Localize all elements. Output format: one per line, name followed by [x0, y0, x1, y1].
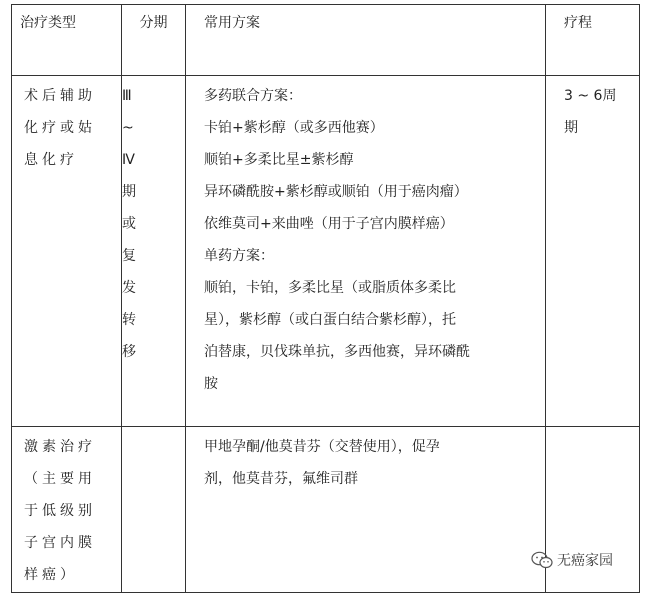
wechat-logo-icon	[531, 551, 553, 569]
regimen-line: 甲地孕酮/他莫昔芬（交替使用），促孕	[204, 439, 440, 455]
stage-char: 或	[122, 216, 136, 232]
regimen-line: 多药联合方案：	[204, 88, 302, 104]
stage-char: 转	[122, 312, 136, 328]
regimen-line: 剂，他莫昔芬，氟维司群	[204, 471, 358, 487]
regimen-line: 单药方案：	[204, 248, 274, 264]
stage-char: 复	[122, 248, 136, 264]
regimen-line: 异环磷酰胺+紫杉醇或顺铂（用于癌肉瘤）	[204, 184, 468, 200]
regimen-line: 顺铂+多柔比星±紫杉醇	[204, 152, 354, 168]
stage-cell	[122, 76, 186, 427]
watermark	[531, 548, 613, 572]
stage-char: Ⅲ	[122, 88, 132, 104]
regimen-line: 泊替康，贝伐珠单抗，多西他赛，异环磷酰	[204, 344, 470, 360]
regimen-line: 依维莫司+来曲唑（用于子宫内膜样癌）	[204, 216, 454, 232]
table-header-row	[12, 5, 640, 76]
regimen-line: 星），紫杉醇（或白蛋白结合紫杉醇），托	[204, 312, 456, 328]
course-cell	[546, 76, 640, 427]
treatment-type-cell: 术后辅助化疗或姑息化疗	[12, 76, 122, 427]
stage-char: 期	[122, 184, 136, 200]
regimen-line: 顺铂，卡铂，多柔比星（或脂质体多柔比	[204, 280, 456, 296]
regimen-cell	[186, 76, 546, 427]
stage-char: ~	[122, 120, 134, 136]
stage-char: 发	[122, 280, 136, 296]
watermark-text: 无癌家园	[557, 553, 613, 569]
stage-cell	[122, 427, 186, 593]
header-regimen: 常用方案	[186, 5, 546, 76]
regimen-line: 卡铂+紫杉醇（或多西他赛）	[204, 120, 384, 136]
header-stage: 分期	[122, 5, 186, 76]
stage-char: Ⅳ	[122, 152, 135, 168]
treatment-regimen-table	[11, 4, 640, 593]
course-line: 期	[564, 120, 578, 136]
regimen-line: 胺	[204, 376, 218, 392]
header-treatment-type: 治疗类型	[12, 5, 122, 76]
treatment-type-cell: 激素治疗（主要用于低级别子宫内膜样癌）	[12, 427, 122, 593]
stage-char: 移	[122, 344, 136, 360]
course-line: 3 ~ 6周	[564, 88, 617, 104]
regimen-cell	[186, 427, 546, 593]
table-row	[12, 76, 640, 427]
header-course: 疗程	[546, 5, 640, 76]
